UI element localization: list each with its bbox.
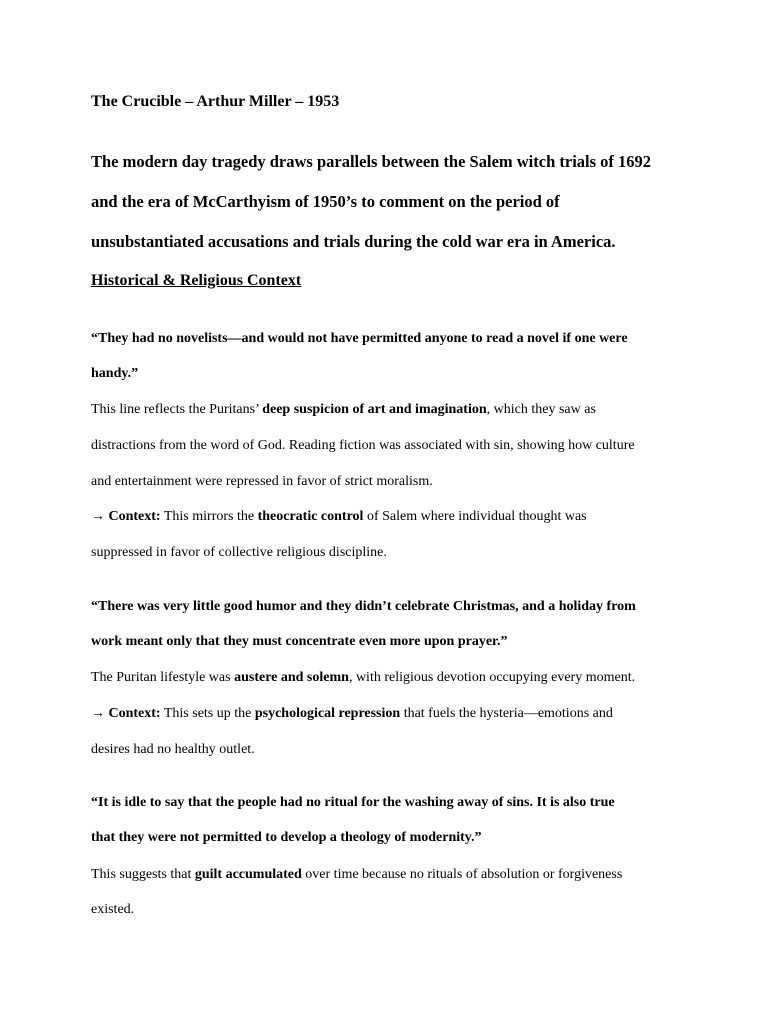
context-1-emphasis: theocratic control	[257, 509, 364, 524]
section-heading: Historical & Religious Context	[91, 272, 302, 289]
analysis-3-line-1: This suggests that guilt accumulated over time because no rituals of absolution or forgiveness	[91, 867, 623, 882]
context-2-line-1: → Context: This sets up the psychological repression that fuels the hysteria—emotions and	[91, 706, 613, 721]
context-1-line-2: suppressed in favor of collective religious discipline.	[91, 545, 387, 560]
analysis-2-line-1: The Puritan lifestyle was austere and solemn, with religious devotion occupying every moment.	[91, 670, 636, 685]
analysis-2-emphasis: austere and solemn	[234, 670, 349, 685]
quote-2-line-1: “There was very little good humor and they didn’t celebrate Christmas, and a holiday from	[91, 599, 636, 614]
context-2-emphasis: psychological repression	[254, 706, 401, 721]
quote-1-line-2: handy.”	[91, 366, 139, 381]
quote-1-line-1: “They had no novelists—and would not have permitted anyone to read a novel if one were	[91, 331, 628, 346]
context-2-line-2: desires had no healthy outlet.	[91, 742, 255, 757]
intro-line-1: The modern day tragedy draws parallels between the Salem witch trials of 1692	[91, 152, 652, 171]
context-2-label: → Context:	[91, 706, 161, 721]
analysis-3-line-2: existed.	[91, 902, 135, 917]
analysis-1-line-3: and entertainment were repressed in favor of strict moralism.	[91, 474, 433, 489]
analysis-1-line-1: This line reflects the Puritans’ deep suspicion of art and imagination, which they saw as	[91, 402, 596, 417]
quote-2-line-2: work meant only that they must concentrate even more upon prayer.”	[91, 634, 508, 649]
quote-3-line-2: that they were not permitted to develop a theology of modernity.”	[91, 830, 482, 845]
quote-3-line-1: “It is idle to say that the people had no ritual for the washing away of sins. It is also true	[91, 795, 615, 810]
intro-line-2: and the era of McCarthyism of 1950’s to comment on the period of	[91, 192, 560, 211]
analysis-1-emphasis: deep suspicion of art and imagination	[262, 402, 487, 417]
analysis-3-emphasis: guilt accumulated	[194, 867, 302, 882]
analysis-1-line-2: distractions from the word of God. Reading fiction was associated with sin, showing how culture	[91, 438, 635, 453]
intro-line-3: unsubstantiated accusations and trials during the cold war era in America.	[91, 232, 616, 251]
document-title: The Crucible – Arthur Miller – 1953	[91, 93, 340, 110]
context-1-label: → Context:	[91, 509, 161, 524]
context-1-line-1: → Context: This mirrors the theocratic control of Salem where individual thought was	[91, 509, 587, 524]
